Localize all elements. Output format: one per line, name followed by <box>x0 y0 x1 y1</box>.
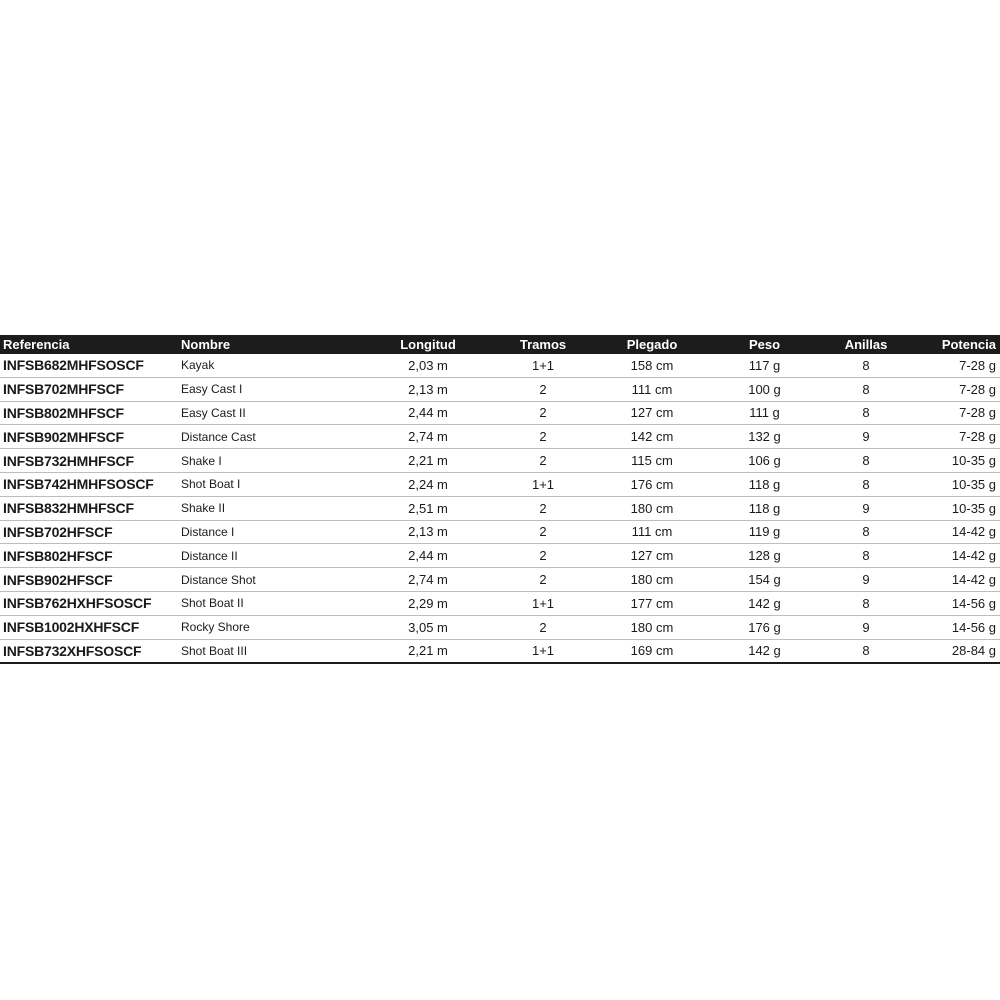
plegado-cell: 177 cm <box>597 591 707 615</box>
table-header-row <box>0 335 1000 354</box>
plegado-cell: 127 cm <box>597 544 707 568</box>
plegado-cell: 180 cm <box>597 615 707 639</box>
longitud-cell: 2,44 m <box>367 401 489 425</box>
header-tramos: Tramos <box>489 335 597 354</box>
anillas-cell: 8 <box>822 354 910 377</box>
longitud-cell: 2,03 m <box>367 354 489 377</box>
peso-cell: 111 g <box>707 401 822 425</box>
table-row <box>0 639 1000 663</box>
header-peso: Peso <box>707 335 822 354</box>
anillas-cell: 8 <box>822 472 910 496</box>
peso-cell: 128 g <box>707 544 822 568</box>
potencia-cell: 10-35 g <box>910 472 1000 496</box>
referencia-cell: INFSB682MHFSOSCF <box>0 354 181 377</box>
referencia-cell: INFSB902HFSCF <box>0 568 181 592</box>
table-row <box>0 425 1000 449</box>
anillas-cell: 9 <box>822 568 910 592</box>
referencia-cell: INFSB902MHFSCF <box>0 425 181 449</box>
table-row <box>0 377 1000 401</box>
table-row <box>0 544 1000 568</box>
plegado-cell: 180 cm <box>597 568 707 592</box>
anillas-cell: 8 <box>822 544 910 568</box>
plegado-cell: 115 cm <box>597 449 707 473</box>
table-row <box>0 449 1000 473</box>
referencia-cell: INFSB802MHFSCF <box>0 401 181 425</box>
plegado-cell: 111 cm <box>597 520 707 544</box>
nombre-cell: Rocky Shore <box>181 615 367 639</box>
longitud-cell: 2,21 m <box>367 449 489 473</box>
peso-cell: 154 g <box>707 568 822 592</box>
tramos-cell: 2 <box>489 520 597 544</box>
referencia-cell: INFSB1002HXHFSCF <box>0 615 181 639</box>
longitud-cell: 2,74 m <box>367 568 489 592</box>
plegado-cell: 142 cm <box>597 425 707 449</box>
potencia-cell: 7-28 g <box>910 354 1000 377</box>
peso-cell: 142 g <box>707 591 822 615</box>
anillas-cell: 8 <box>822 639 910 663</box>
anillas-cell: 9 <box>822 496 910 520</box>
anillas-cell: 8 <box>822 520 910 544</box>
potencia-cell: 7-28 g <box>910 401 1000 425</box>
table-body <box>0 354 1000 663</box>
header-longitud: Longitud <box>367 335 489 354</box>
nombre-cell: Shot Boat I <box>181 472 367 496</box>
longitud-cell: 2,21 m <box>367 639 489 663</box>
peso-cell: 118 g <box>707 496 822 520</box>
header-nombre: Nombre <box>181 335 367 354</box>
potencia-cell: 14-42 g <box>910 520 1000 544</box>
tramos-cell: 2 <box>489 496 597 520</box>
plegado-cell: 158 cm <box>597 354 707 377</box>
anillas-cell: 9 <box>822 425 910 449</box>
nombre-cell: Easy Cast II <box>181 401 367 425</box>
longitud-cell: 2,51 m <box>367 496 489 520</box>
header-potencia: Potencia <box>910 335 1000 354</box>
longitud-cell: 2,44 m <box>367 544 489 568</box>
table-row <box>0 591 1000 615</box>
tramos-cell: 2 <box>489 449 597 473</box>
tramos-cell: 2 <box>489 615 597 639</box>
table-row <box>0 401 1000 425</box>
peso-cell: 106 g <box>707 449 822 473</box>
tramos-cell: 2 <box>489 568 597 592</box>
longitud-cell: 2,74 m <box>367 425 489 449</box>
nombre-cell: Shot Boat III <box>181 639 367 663</box>
tramos-cell: 1+1 <box>489 639 597 663</box>
nombre-cell: Shake I <box>181 449 367 473</box>
table-row <box>0 354 1000 377</box>
anillas-cell: 9 <box>822 615 910 639</box>
plegado-cell: 176 cm <box>597 472 707 496</box>
anillas-cell: 8 <box>822 401 910 425</box>
potencia-cell: 14-42 g <box>910 544 1000 568</box>
table-row <box>0 615 1000 639</box>
referencia-cell: INFSB732XHFSOSCF <box>0 639 181 663</box>
header-plegado: Plegado <box>597 335 707 354</box>
potencia-cell: 14-56 g <box>910 591 1000 615</box>
plegado-cell: 111 cm <box>597 377 707 401</box>
potencia-cell: 10-35 g <box>910 449 1000 473</box>
longitud-cell: 2,13 m <box>367 520 489 544</box>
referencia-cell: INFSB732HMHFSCF <box>0 449 181 473</box>
nombre-cell: Shake II <box>181 496 367 520</box>
anillas-cell: 8 <box>822 449 910 473</box>
referencia-cell: INFSB742HMHFSOSCF <box>0 472 181 496</box>
longitud-cell: 2,29 m <box>367 591 489 615</box>
tramos-cell: 1+1 <box>489 472 597 496</box>
peso-cell: 119 g <box>707 520 822 544</box>
table-row <box>0 520 1000 544</box>
rod-spec-table <box>0 335 1000 664</box>
tramos-cell: 2 <box>489 401 597 425</box>
peso-cell: 100 g <box>707 377 822 401</box>
peso-cell: 117 g <box>707 354 822 377</box>
anillas-cell: 8 <box>822 591 910 615</box>
peso-cell: 176 g <box>707 615 822 639</box>
referencia-cell: INFSB762HXHFSOSCF <box>0 591 181 615</box>
potencia-cell: 14-42 g <box>910 568 1000 592</box>
peso-cell: 118 g <box>707 472 822 496</box>
potencia-cell: 10-35 g <box>910 496 1000 520</box>
longitud-cell: 2,24 m <box>367 472 489 496</box>
tramos-cell: 1+1 <box>489 354 597 377</box>
potencia-cell: 14-56 g <box>910 615 1000 639</box>
nombre-cell: Distance I <box>181 520 367 544</box>
nombre-cell: Distance Cast <box>181 425 367 449</box>
referencia-cell: INFSB832HMHFSCF <box>0 496 181 520</box>
plegado-cell: 169 cm <box>597 639 707 663</box>
nombre-cell: Shot Boat II <box>181 591 367 615</box>
nombre-cell: Distance Shot <box>181 568 367 592</box>
longitud-cell: 3,05 m <box>367 615 489 639</box>
header-anillas: Anillas <box>822 335 910 354</box>
tramos-cell: 2 <box>489 425 597 449</box>
table-row <box>0 568 1000 592</box>
table-row <box>0 496 1000 520</box>
potencia-cell: 7-28 g <box>910 425 1000 449</box>
plegado-cell: 127 cm <box>597 401 707 425</box>
tramos-cell: 1+1 <box>489 591 597 615</box>
peso-cell: 142 g <box>707 639 822 663</box>
tramos-cell: 2 <box>489 544 597 568</box>
nombre-cell: Distance II <box>181 544 367 568</box>
plegado-cell: 180 cm <box>597 496 707 520</box>
potencia-cell: 28-84 g <box>910 639 1000 663</box>
tramos-cell: 2 <box>489 377 597 401</box>
peso-cell: 132 g <box>707 425 822 449</box>
longitud-cell: 2,13 m <box>367 377 489 401</box>
table-row <box>0 472 1000 496</box>
potencia-cell: 7-28 g <box>910 377 1000 401</box>
referencia-cell: INFSB702HFSCF <box>0 520 181 544</box>
nombre-cell: Kayak <box>181 354 367 377</box>
referencia-cell: INFSB802HFSCF <box>0 544 181 568</box>
referencia-cell: INFSB702MHFSCF <box>0 377 181 401</box>
anillas-cell: 8 <box>822 377 910 401</box>
nombre-cell: Easy Cast I <box>181 377 367 401</box>
header-referencia: Referencia <box>0 335 181 354</box>
